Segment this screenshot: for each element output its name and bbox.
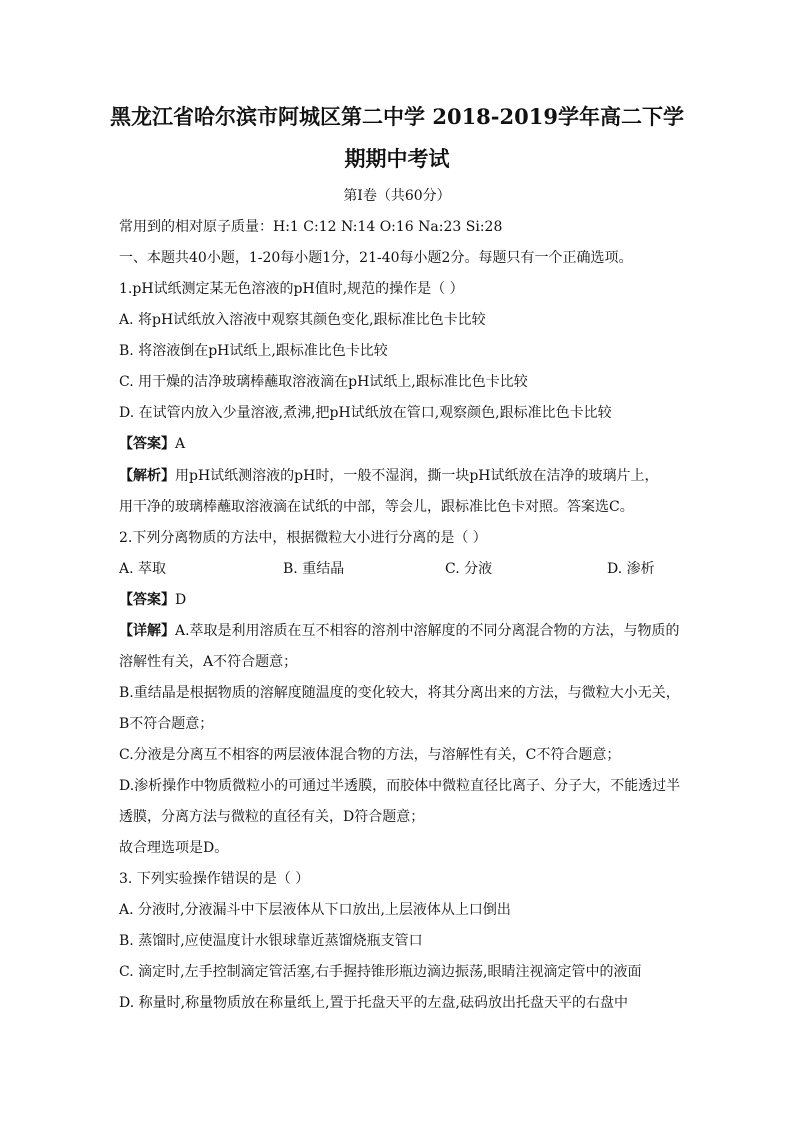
answer-value: D [175, 592, 187, 608]
q1-option-d: D. 在试管内放入少量溶液,煮沸,把pH试纸放在管口,观察颜色,跟标准比色卡比较 [119, 405, 612, 421]
q1-answer [119, 434, 185, 454]
answer-value: A [175, 436, 186, 452]
q3-option-c: C. 滴定时,左手控制滴定管活塞,右手握持锥形瓶边滴边振荡,眼睛注视滴定管中的液面 [119, 964, 642, 980]
answer-label: 【答案】 [119, 592, 175, 608]
q3-option-d: D. 称量时,称量物质放在称量纸上,置于托盘天平的左盘,砝码放出托盘天平的右盘中 [119, 995, 628, 1011]
q1-option-b: B. 将溶液倒在pH试纸上,跟标准比色卡比较 [119, 343, 388, 359]
q2-detail-line5: C.分液是分离互不相容的两层液体混合物的方法，与溶解性有关，C不符合题意； [119, 747, 621, 763]
detail-text: A.萃取是利用溶质在互不相容的溶剂中溶解度的不同分离混合物的方法，与物质的 [175, 623, 680, 639]
q3-option-a: A. 分液时,分液漏斗中下层液体从下口放出,上层液体从上口倒出 [119, 902, 511, 918]
analysis-text: 用pH试纸测溶液的pH时，一般不湿润，撕一块pH试纸放在洁净的玻璃片上， [175, 468, 659, 484]
q1-option-a: A. 将pH试纸放入溶液中观察其颜色变化,跟标准比色卡比较 [119, 312, 486, 328]
q2-answer [119, 590, 186, 610]
q1-analysis-line2: 用干净的玻璃棒蘸取溶液滴在试纸的中部，等会儿，跟标准比色卡对照。答案选C。 [119, 499, 634, 515]
q2-conclusion: 故合理选项是D。 [119, 840, 229, 856]
instructions: 一、本题共40小题，1-20每小题1分，21-40每小题2分。每题只有一个正确选项。 [119, 250, 633, 266]
q3-stem: 3. 下列实验操作错误的是（ ） [119, 871, 310, 887]
q2-detail-line2: 溶解性有关，A不符合题意； [119, 654, 298, 670]
q2-detail-line6: D.渗析操作中物质微粒小的可通过半透膜，而胶体中微粒直径比离子、分子大，不能透过半 [119, 778, 681, 794]
document-title-line2: 期期中考试 [344, 146, 450, 171]
q3-option-b: B. 蒸馏时,应使温度计水银球靠近蒸馏烧瓶支管口 [119, 933, 423, 949]
q2-detail-line4: B不符合题意； [119, 716, 214, 732]
q2-option-b: B. 重结晶 [283, 561, 345, 577]
section-heading: 第Ⅰ卷（共60分） [343, 188, 451, 204]
q1-analysis-line1 [119, 466, 659, 486]
q2-option-c: C. 分液 [445, 561, 493, 577]
q2-option-d: D. 渗析 [607, 561, 655, 577]
q2-stem: 2.下列分离物质的方法中，根据微粒大小进行分离的是（ ） [119, 530, 487, 546]
q2-detail-line1 [119, 621, 680, 641]
q2-option-a: A. 萃取 [119, 561, 167, 577]
q2-detail-line7: 透膜，分离方法与微粒的直径有关，D符合题意； [119, 809, 425, 825]
q1-stem: 1.pH试纸测定某无色溶液的pH值时,规范的操作是（ ） [119, 281, 464, 297]
document-title-line1: 黑龙江省哈尔滨市阿城区第二中学 2018-2019学年高二下学 [110, 104, 684, 129]
atomic-masses: 常用到的相对原子质量：H:1 C:12 N:14 O:16 Na:23 Si:28 [119, 219, 503, 235]
answer-label: 【答案】 [119, 436, 175, 452]
analysis-label: 【解析】 [119, 468, 175, 484]
q2-detail-line3: B.重结晶是根据物质的溶解度随温度的变化较大，将其分离出来的方法，与微粒大小无关， [119, 685, 680, 701]
detail-label: 【详解】 [119, 623, 175, 639]
q1-option-c: C. 用干燥的洁净玻璃棒蘸取溶液滴在pH试纸上,跟标准比色卡比较 [119, 374, 528, 390]
